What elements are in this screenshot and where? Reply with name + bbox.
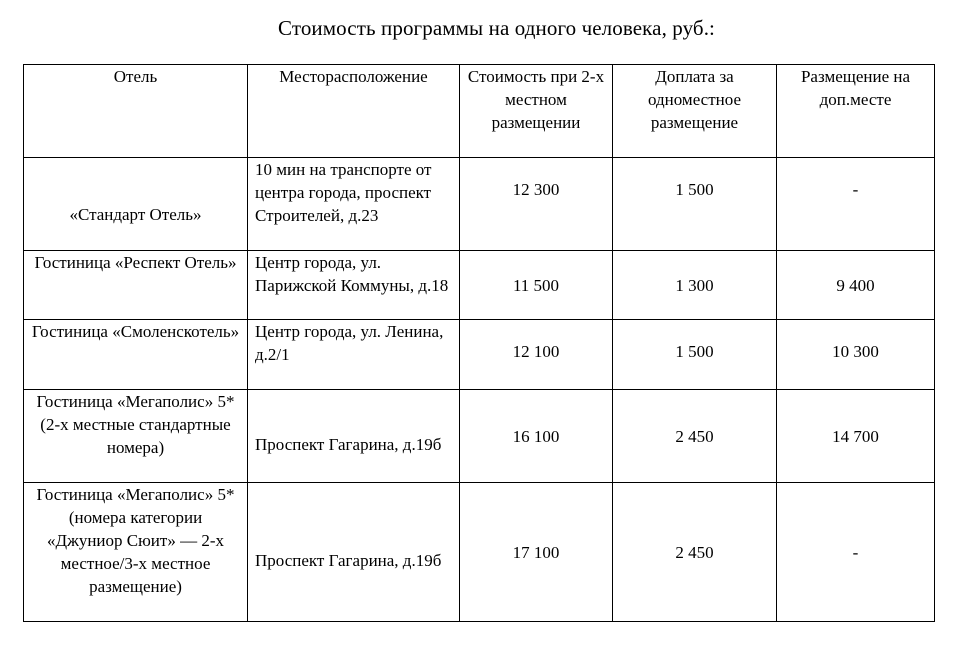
double-price-cell: 11 500 [460, 251, 613, 320]
header-location: Месторасположение [248, 65, 460, 158]
table-row [24, 390, 935, 483]
single-supplement-cell: 1 300 [613, 251, 777, 320]
extra-bed-cell: 14 700 [777, 390, 935, 483]
extra-bed-cell: - [777, 158, 935, 251]
header-hotel: Отель [24, 65, 248, 158]
table-row [24, 483, 935, 622]
table-row [24, 251, 935, 320]
header-double-price: Стоимость при 2-х местном размещении [460, 65, 613, 158]
single-supplement-cell: 1 500 [613, 320, 777, 390]
extra-bed-cell: 9 400 [777, 251, 935, 320]
double-price-cell: 17 100 [460, 483, 613, 622]
hotel-cell: Гостиница «Смоленскотель» [24, 320, 248, 390]
page-title: Стоимость программы на одного человека, руб.: [278, 16, 715, 40]
location-cell: Проспект Гагарина, д.19б [248, 390, 460, 483]
extra-bed-cell: 10 300 [777, 320, 935, 390]
double-price-cell: 12 100 [460, 320, 613, 390]
hotel-cell: «Стандарт Отель» [24, 158, 248, 251]
single-supplement-cell: 2 450 [613, 390, 777, 483]
single-supplement-cell: 2 450 [613, 483, 777, 622]
header-extra-bed: Размещение на доп.месте [777, 65, 935, 158]
table-row [24, 158, 935, 251]
location-cell: Проспект Гагарина, д.19б [248, 483, 460, 622]
location-cell: Центр города, ул. Парижской Коммуны, д.18 [248, 251, 460, 320]
table-header-row [24, 65, 935, 158]
table-row [24, 320, 935, 390]
hotel-cell: Гостиница «Респект Отель» [24, 251, 248, 320]
hotel-cell: Гостиница «Мегаполис» 5* (номера категории «Джуниор Сюит» — 2-х местное/3-х местное размещение) [24, 483, 248, 622]
double-price-cell: 16 100 [460, 390, 613, 483]
single-supplement-cell: 1 500 [613, 158, 777, 251]
hotel-cell: Гостиница «Мегаполис» 5* (2-х местные стандартные номера) [24, 390, 248, 483]
header-single-supplement: Доплата за одноместное размещение [613, 65, 777, 158]
double-price-cell: 12 300 [460, 158, 613, 251]
extra-bed-cell: - [777, 483, 935, 622]
location-cell: Центр города, ул. Ленина, д.2/1 [248, 320, 460, 390]
location-cell: 10 мин на транспорте от центра города, проспект Строителей, д.23 [248, 158, 460, 251]
price-table [23, 64, 935, 622]
